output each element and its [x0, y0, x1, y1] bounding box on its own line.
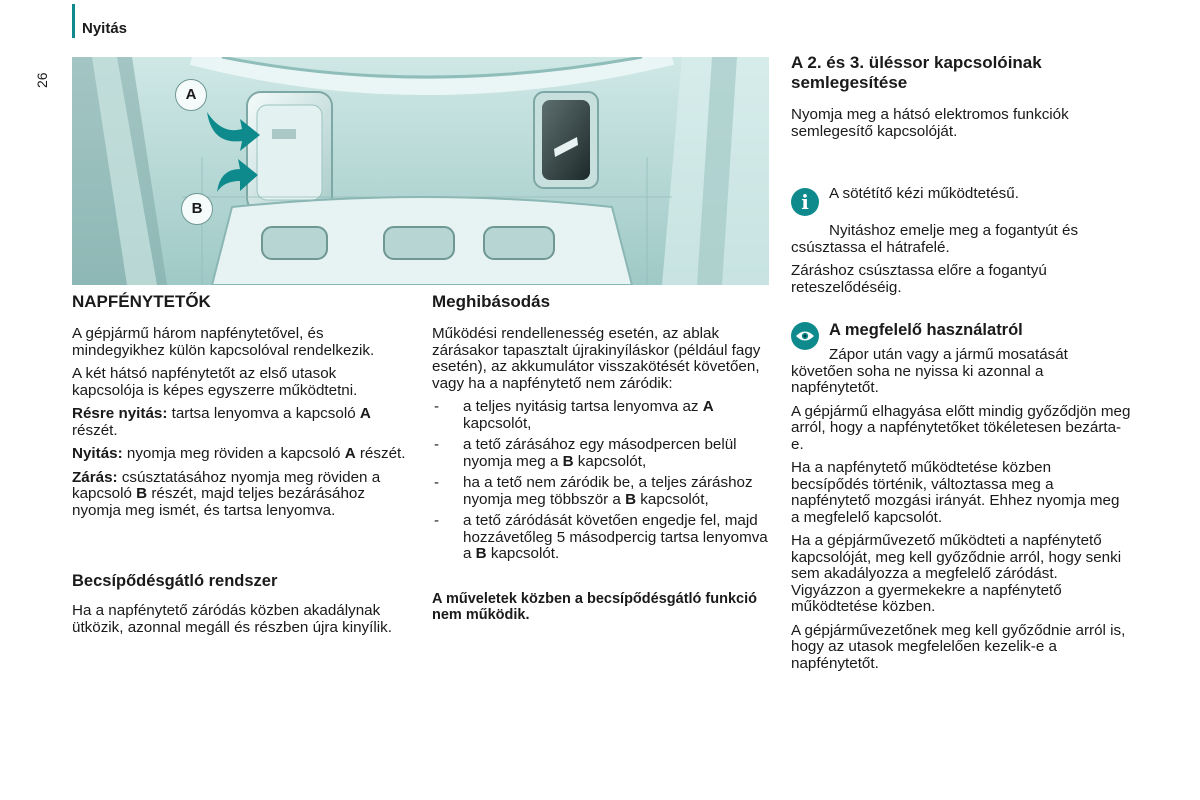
- anti-pinch-heading: Becsípődésgátló rendszer: [72, 572, 278, 590]
- list-item: - a tető záródását követően engedje fel, majd hozzávetőleg 5 másodpercig tartsa lenyomva a B kapcsolót.: [432, 513, 777, 563]
- section-accent-bar: [72, 4, 75, 38]
- neutralise-heading: A 2. és 3. üléssor kapcsolóinak semlegesítése: [791, 53, 1042, 92]
- info-icon: i: [791, 188, 819, 216]
- close-instruction: Zárás: csúsztatásához nyomja meg röviden a kapcsoló B részét, majd teljes bezárásához nyomja meg ismét, és tartsa lenyomva.: [72, 468, 381, 519]
- usage-advice-rain: Zápor után vagy a jármű mosatását követően soha ne nyissa ki azonnal a napfénytetőt.: [791, 346, 1068, 396]
- column-neutralise: [791, 53, 1131, 679]
- sunroofs-rear-note: A két hátsó napfénytetőt az első utasok kapcsolója is képes egyszerre működtetni.: [72, 365, 358, 399]
- anti-pinch-text: Ha a napfénytető záródás közben akadálynak ütközik, azonnal megáll és részben újra kinyílik.: [72, 602, 392, 636]
- sunroofs-heading: NAPFÉNYTETŐK: [72, 292, 211, 311]
- usage-advice-leaving: A gépjármű elhagyása előtt mindig győződjön meg arról, hogy a napfénytetőket tökéletesen bezárta-e.: [791, 402, 1131, 453]
- column-malfunction: [432, 292, 777, 630]
- malfunction-heading: Meghibásodás: [432, 292, 551, 311]
- blind-open-note: Nyitáshoz emelje meg a fogantyút és csúsztassa el hátrafelé.: [791, 222, 1079, 256]
- blind-manual-note: A sötétítő kézi működtetésű.: [829, 185, 1019, 202]
- usage-advice-heading: A megfelelő használatról: [829, 321, 1023, 339]
- neutralise-text: Nyomja meg a hátsó elektromos funkciók semlegesítő kapcsolóját.: [791, 106, 1069, 140]
- roof-console-illustration: [72, 57, 769, 285]
- reset-steps-list: [432, 399, 777, 563]
- tilt-open-instruction: Résre nyitás: tartsa lenyomva a kapcsoló A részét.: [72, 405, 371, 439]
- usage-advice-driver: Ha a gépjárművezető működteti a napfénytető kapcsolóját, meg kell győződnie arról, hogy senki sem akadályozza a megfelelő záródást. Vigyázzon a gyermekekre a napfénytető működtetése közben.: [791, 532, 1122, 615]
- blind-info-block: [791, 186, 1131, 296]
- callout-a-label: A: [185, 86, 197, 103]
- page-number: 26: [34, 72, 50, 88]
- callout-a: [175, 79, 207, 111]
- usage-advice-passengers: A gépjárművezetőnek meg kell győződnie arról is, hogy az utasok megfelelően kezelik-e a napfénytetőt.: [791, 621, 1126, 672]
- list-item: - a teljes nyitásig tartsa lenyomva az A kapcsolót,: [432, 399, 777, 432]
- malfunction-intro: Működési rendellenesség esetén, az ablak zárásakor tapasztalt újrakinyíláskor (például fagy esetén), az akkumulátor visszakötését követően, vagy ha a napfénytető nem záródik:: [432, 325, 761, 392]
- blind-close-note: Záráshoz csúsztassa előre a fogantyú reteszelődéséig.: [791, 262, 1047, 296]
- anti-pinch-warning: A műveletek közben a becsípődésgátló funkció nem működik.: [432, 590, 757, 623]
- open-instruction: Nyitás: nyomja meg röviden a kapcsoló A részét.: [72, 445, 406, 462]
- usage-advice-pinch: Ha a napfénytető működtetése közben becsípődés történik, változtassa meg a napfénytető mozgási irányát. Ehhez nyomja meg a megfelelő kapcsolót.: [791, 459, 1120, 526]
- eye-icon: [791, 322, 819, 350]
- callout-b-label: B: [191, 200, 203, 217]
- usage-advice-block: [791, 320, 1131, 672]
- section-title: Nyitás: [82, 20, 128, 37]
- list-item: - ha a tető nem záródik be, a teljes záráshoz nyomja meg többször a B kapcsolót,: [432, 475, 777, 508]
- sunroofs-intro: A gépjármű három napfénytetővel, és mindegyikhez külön kapcsolóval rendelkezik.: [72, 325, 375, 359]
- callout-b: [181, 193, 213, 225]
- column-sunroofs: [72, 292, 412, 643]
- list-item: - a tető zárásához egy másodpercen belül nyomja meg a B kapcsolót,: [432, 437, 777, 470]
